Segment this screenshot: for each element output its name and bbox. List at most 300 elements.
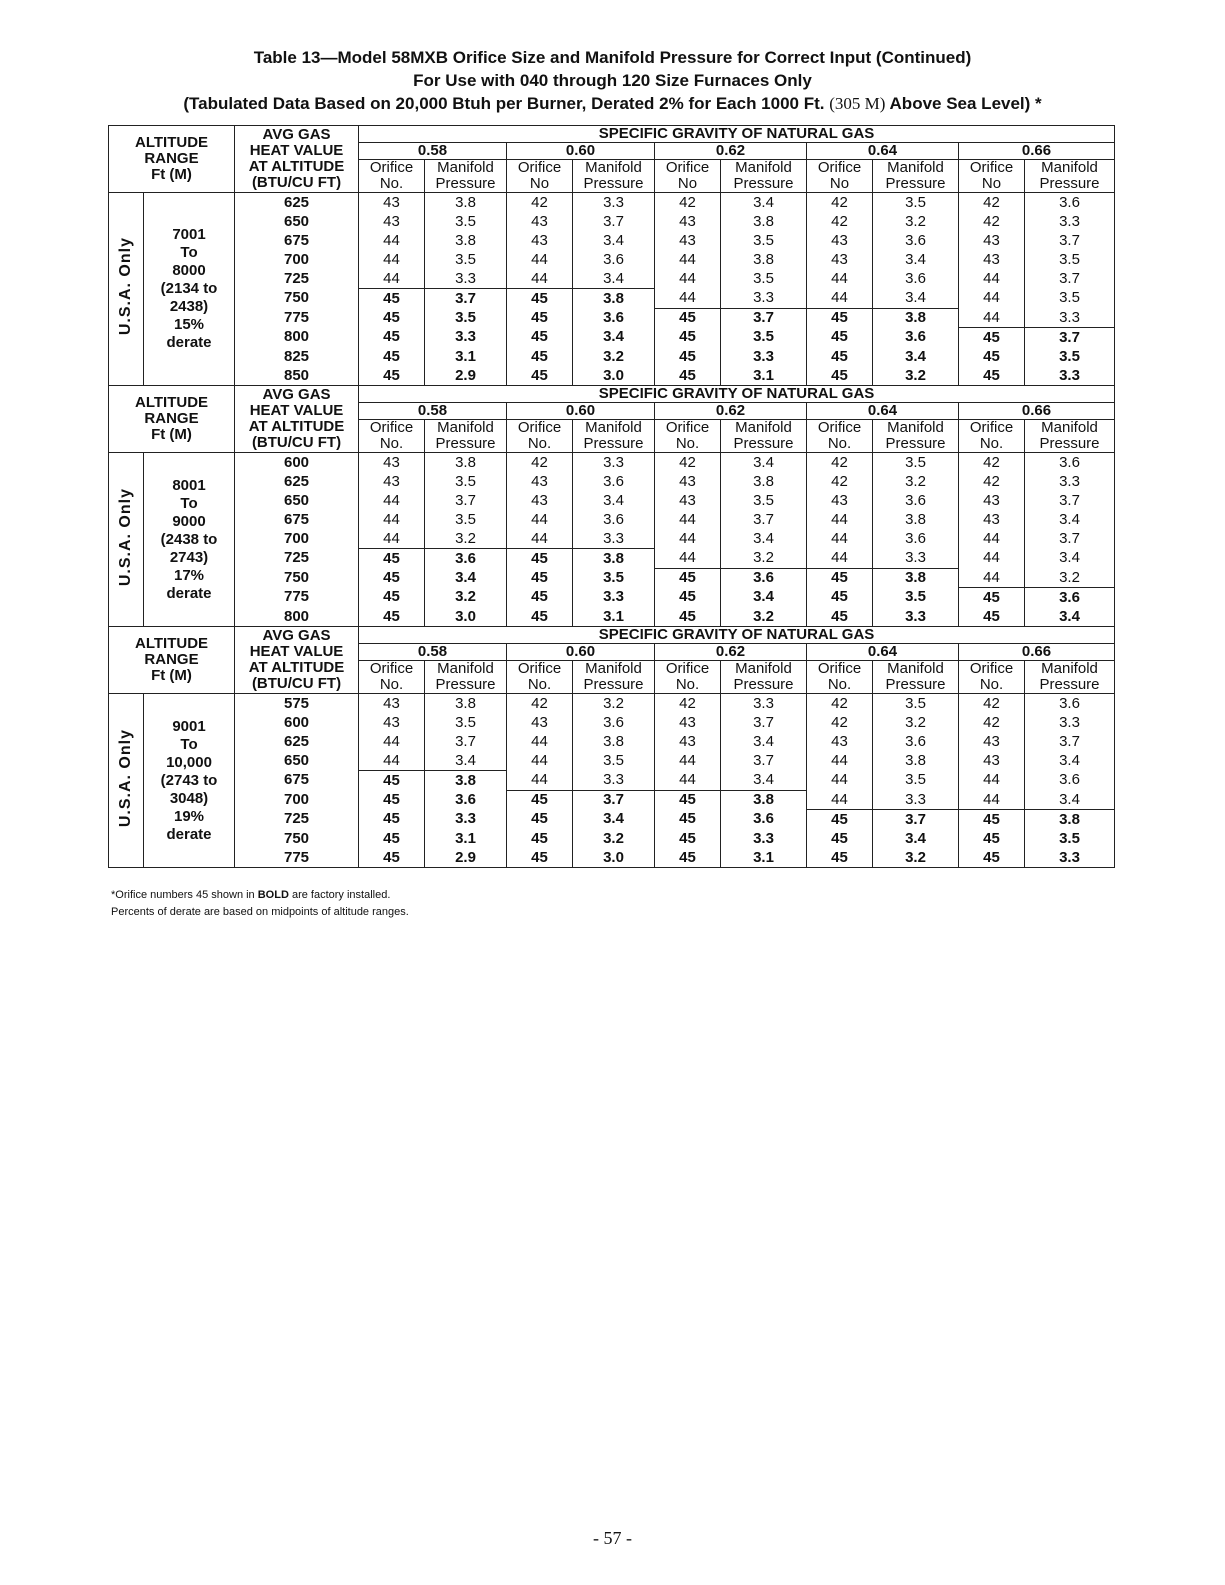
manifold-pressure-cell: 3.7 [425, 491, 507, 510]
altitude-range-line: (2438 to [160, 530, 218, 548]
orifice-cell: 42 [959, 193, 1025, 213]
region-label [109, 453, 144, 627]
page-number: - 57 - [593, 1528, 632, 1548]
manifold-pressure-cell: 3.3 [573, 529, 655, 549]
footnote-bold: BOLD [257, 889, 289, 901]
orifice-cell: 44 [959, 771, 1025, 791]
manifold-pressure-cell: 3.0 [425, 607, 507, 627]
orifice-cell: 42 [959, 694, 1025, 714]
manifold-pressure-cell: 3.7 [721, 713, 807, 732]
orifice-cell: 45 [655, 848, 721, 868]
manifold-pressure-cell: 3.5 [721, 231, 807, 250]
manifold-pressure-cell: 3.5 [1025, 250, 1115, 269]
manifold-col-header: Manifold [721, 420, 807, 437]
gravity-header: 0.62 [655, 143, 807, 160]
orifice-no-header: No. [655, 677, 721, 694]
table-row [109, 568, 1115, 588]
manifold-pressure-cell: 3.8 [573, 732, 655, 751]
pressure-col-header: Pressure [573, 176, 655, 193]
manifold-pressure-cell: 3.2 [873, 472, 959, 491]
orifice-cell: 45 [359, 790, 425, 810]
orifice-col-header: Orifice [807, 420, 873, 437]
manifold-pressure-cell: 3.6 [1025, 193, 1115, 213]
heat-value-header-line: (BTU/CU FT) [251, 675, 342, 692]
heat-value-cell: 750 [235, 568, 359, 588]
orifice-cell: 45 [507, 607, 573, 627]
manifold-pressure-cell: 3.7 [425, 732, 507, 751]
manifold-pressure-cell: 3.0 [573, 366, 655, 386]
manifold-pressure-cell: 3.7 [425, 289, 507, 309]
orifice-cell: 43 [959, 250, 1025, 269]
manifold-pressure-cell: 3.8 [721, 212, 807, 231]
manifold-pressure-cell: 3.4 [573, 231, 655, 250]
table-row [109, 366, 1115, 386]
heat-value-cell: 775 [235, 308, 359, 328]
manifold-pressure-cell: 3.5 [1025, 289, 1115, 309]
orifice-cell: 43 [959, 491, 1025, 510]
table-row [109, 810, 1115, 830]
manifold-pressure-cell: 3.4 [425, 751, 507, 771]
specific-gravity-title: SPECIFIC GRAVITY OF NATURAL GAS [359, 126, 1115, 143]
orifice-no-header: No. [507, 436, 573, 453]
orifice-cell: 43 [959, 751, 1025, 771]
orifice-cell: 45 [507, 588, 573, 608]
heat-value-cell: 675 [235, 771, 359, 791]
manifold-pressure-cell: 3.4 [1025, 607, 1115, 627]
manifold-pressure-cell: 3.8 [873, 751, 959, 771]
manifold-pressure-cell: 3.4 [721, 588, 807, 608]
orifice-cell: 45 [959, 810, 1025, 830]
manifold-pressure-cell: 3.5 [873, 193, 959, 213]
basis-note-c: Above Sea Level) * [885, 94, 1042, 113]
table-body [109, 126, 1115, 868]
manifold-pressure-cell: 3.4 [1025, 790, 1115, 810]
region-label [109, 694, 144, 868]
orifice-cell: 45 [359, 848, 425, 868]
manifold-pressure-cell: 3.2 [873, 713, 959, 732]
table-row [109, 510, 1115, 529]
heat-value-header [235, 386, 359, 453]
orifice-col-header: Orifice [507, 420, 573, 437]
basis-note-a: (Tabulated Data Based on 20,000 Btuh per Burner, Derated 2% for Each 1000 Ft. [183, 94, 830, 113]
orifice-cell: 45 [359, 366, 425, 386]
manifold-pressure-cell: 3.8 [573, 549, 655, 569]
heat-value-cell: 675 [235, 510, 359, 529]
altitude-range-line: 15% [173, 316, 205, 333]
orifice-cell: 45 [959, 366, 1025, 386]
orifice-cell: 44 [655, 510, 721, 529]
orifice-cell: 45 [655, 607, 721, 627]
table-title: Table 13—Model 58MXB Orifice Size and Manifold Pressure for Correct Input (Continued) [253, 48, 972, 67]
orifice-cell: 44 [359, 250, 425, 269]
orifice-cell: 44 [807, 771, 873, 791]
manifold-pressure-cell: 2.9 [425, 366, 507, 386]
pressure-col-header: Pressure [873, 176, 959, 193]
manifold-pressure-cell: 3.6 [721, 568, 807, 588]
table-row [109, 347, 1115, 366]
orifice-cell: 45 [359, 328, 425, 348]
heat-value-cell: 750 [235, 829, 359, 848]
manifold-pressure-cell: 3.5 [721, 491, 807, 510]
orifice-cell: 45 [807, 308, 873, 328]
heat-value-cell: 800 [235, 607, 359, 627]
manifold-pressure-cell: 3.3 [573, 771, 655, 791]
heat-value-header [235, 126, 359, 193]
manifold-pressure-cell: 3.1 [721, 848, 807, 868]
orifice-cell: 42 [807, 193, 873, 213]
table-row [109, 549, 1115, 569]
heat-value-header-line: (BTU/CU FT) [251, 174, 342, 191]
manifold-pressure-cell: 3.8 [425, 771, 507, 791]
manifold-pressure-cell: 3.3 [573, 453, 655, 473]
orifice-cell: 44 [959, 529, 1025, 549]
manifold-pressure-cell: 3.6 [1025, 694, 1115, 714]
heat-value-cell: 625 [235, 732, 359, 751]
manifold-pressure-cell: 3.7 [573, 790, 655, 810]
orifice-cell: 43 [959, 231, 1025, 250]
manifold-col-header: Manifold [425, 661, 507, 678]
pressure-col-header: Pressure [721, 436, 807, 453]
specific-gravity-title: SPECIFIC GRAVITY OF NATURAL GAS [359, 627, 1115, 644]
manifold-col-header: Manifold [873, 661, 959, 678]
manifold-pressure-cell: 3.2 [721, 607, 807, 627]
footnote-factory-installed [111, 888, 390, 902]
heat-value-header-line: HEAT VALUE [249, 643, 344, 660]
manifold-pressure-cell: 3.6 [425, 790, 507, 810]
table-row [109, 212, 1115, 231]
manifold-pressure-cell: 3.5 [873, 588, 959, 608]
manifold-pressure-cell: 3.7 [1025, 328, 1115, 348]
manifold-pressure-cell: 3.4 [721, 453, 807, 473]
heat-value-header-line: AT ALTITUDE [248, 158, 345, 175]
pressure-col-header: Pressure [425, 677, 507, 694]
orifice-cell: 45 [655, 568, 721, 588]
heat-value-cell: 600 [235, 713, 359, 732]
manifold-pressure-cell: 3.7 [873, 810, 959, 830]
orifice-no-header: No. [655, 436, 721, 453]
table-row [109, 771, 1115, 791]
orifice-cell: 45 [807, 366, 873, 386]
manifold-pressure-cell: 3.2 [573, 829, 655, 848]
altitude-range-header [109, 126, 235, 193]
altitude-range-header [109, 627, 235, 694]
orifice-cell: 45 [359, 289, 425, 309]
manifold-pressure-cell: 3.6 [1025, 771, 1115, 791]
orifice-cell: 45 [507, 328, 573, 348]
orifice-cell: 45 [807, 810, 873, 830]
orifice-cell: 42 [807, 453, 873, 473]
manifold-pressure-cell: 3.4 [573, 810, 655, 830]
orifice-cell: 45 [655, 328, 721, 348]
orifice-cell: 44 [807, 790, 873, 810]
altitude-header-line: ALTITUDE [134, 394, 209, 411]
heat-value-header-line: HEAT VALUE [249, 142, 344, 159]
heat-value-cell: 850 [235, 366, 359, 386]
orifice-cell: 45 [507, 549, 573, 569]
heat-value-cell: 625 [235, 193, 359, 213]
orifice-cell: 45 [959, 347, 1025, 366]
manifold-pressure-cell: 3.4 [1025, 549, 1115, 569]
pressure-col-header: Pressure [425, 176, 507, 193]
orifice-cell: 45 [507, 568, 573, 588]
manifold-pressure-cell: 3.2 [573, 694, 655, 714]
orifice-col-header: Orifice [959, 661, 1025, 678]
manifold-pressure-cell: 3.8 [721, 250, 807, 269]
orifice-cell: 42 [655, 193, 721, 213]
orifice-cell: 44 [655, 751, 721, 771]
manifold-pressure-cell: 3.4 [721, 529, 807, 549]
altitude-range-header [109, 386, 235, 453]
manifold-pressure-cell: 3.4 [425, 568, 507, 588]
orifice-cell: 44 [807, 549, 873, 569]
altitude-header-line: Ft (M) [151, 166, 192, 183]
orifice-cell: 44 [507, 510, 573, 529]
orifice-cell: 45 [359, 308, 425, 328]
table-row [109, 694, 1115, 714]
pressure-col-header: Pressure [425, 436, 507, 453]
manifold-pressure-cell: 3.8 [573, 289, 655, 309]
manifold-pressure-cell: 3.8 [1025, 810, 1115, 830]
orifice-cell: 43 [507, 231, 573, 250]
heat-value-cell: 775 [235, 588, 359, 608]
altitude-range-line: To [180, 494, 198, 512]
orifice-col-header: Orifice [359, 420, 425, 437]
orifice-cell: 45 [807, 829, 873, 848]
orifice-cell: 42 [959, 713, 1025, 732]
orifice-cell: 45 [959, 848, 1025, 868]
heat-value-cell: 575 [235, 694, 359, 714]
altitude-header-line: ALTITUDE [134, 134, 209, 151]
orifice-cell: 44 [807, 510, 873, 529]
manifold-pressure-cell: 3.6 [873, 491, 959, 510]
altitude-range-line: 19% [173, 807, 205, 825]
orifice-cell: 44 [807, 269, 873, 289]
orifice-cell: 44 [807, 289, 873, 309]
orifice-no-header: No [959, 176, 1025, 193]
orifice-cell: 42 [807, 212, 873, 231]
altitude-range-line: derate [166, 825, 212, 843]
manifold-pressure-cell: 3.3 [425, 269, 507, 289]
heat-value-cell: 725 [235, 810, 359, 830]
orifice-cell: 44 [359, 751, 425, 771]
manifold-pressure-cell: 3.8 [721, 790, 807, 810]
altitude-range-line: derate [166, 334, 212, 351]
manifold-pressure-cell: 3.8 [873, 568, 959, 588]
manifold-pressure-cell: 3.5 [573, 751, 655, 771]
orifice-cell: 45 [507, 810, 573, 830]
header-row-sg-title [109, 627, 1115, 644]
manifold-col-header: Manifold [1025, 420, 1115, 437]
orifice-cell: 45 [807, 347, 873, 366]
orifice-cell: 42 [507, 193, 573, 213]
manifold-pressure-cell: 3.5 [1025, 829, 1115, 848]
manifold-pressure-cell: 3.0 [573, 848, 655, 868]
orifice-cell: 43 [807, 231, 873, 250]
orifice-cell: 44 [359, 732, 425, 751]
heat-value-cell: 600 [235, 453, 359, 473]
orifice-cell: 43 [359, 453, 425, 473]
manifold-pressure-cell: 3.2 [1025, 568, 1115, 588]
orifice-cell: 45 [807, 848, 873, 868]
orifice-cell: 44 [655, 269, 721, 289]
manifold-pressure-cell: 3.2 [873, 848, 959, 868]
altitude-range-line: 9001 [172, 717, 206, 735]
orifice-cell: 45 [507, 829, 573, 848]
altitude-range-line: (2743 to [160, 771, 218, 789]
orifice-cell: 45 [807, 607, 873, 627]
manifold-pressure-cell: 3.2 [873, 366, 959, 386]
orifice-cell: 45 [359, 607, 425, 627]
manifold-pressure-cell: 3.3 [873, 549, 959, 569]
pressure-col-header: Pressure [873, 436, 959, 453]
manifold-pressure-cell: 3.8 [425, 193, 507, 213]
orifice-cell: 43 [507, 491, 573, 510]
heat-value-cell: 650 [235, 751, 359, 771]
table-row [109, 732, 1115, 751]
orifice-cell: 43 [655, 212, 721, 231]
manifold-pressure-cell: 3.3 [721, 289, 807, 309]
manifold-pressure-cell: 3.4 [721, 771, 807, 791]
gravity-header: 0.66 [959, 143, 1115, 160]
altitude-range-cell [144, 694, 235, 868]
orifice-pressure-table [108, 125, 1115, 868]
manifold-pressure-cell: 3.1 [573, 607, 655, 627]
altitude-range-line: 2438) [169, 298, 209, 315]
manifold-pressure-cell: 3.1 [425, 829, 507, 848]
manifold-pressure-cell: 3.2 [425, 588, 507, 608]
orifice-cell: 45 [507, 848, 573, 868]
manifold-pressure-cell: 3.4 [573, 491, 655, 510]
gravity-header: 0.58 [359, 143, 507, 160]
orifice-cell: 44 [959, 568, 1025, 588]
orifice-cell: 45 [359, 829, 425, 848]
orifice-col-header: Orifice [507, 661, 573, 678]
orifice-cell: 43 [655, 231, 721, 250]
gravity-header: 0.66 [959, 403, 1115, 420]
altitude-range-line: 17% [173, 566, 205, 584]
manifold-pressure-cell: 3.5 [873, 453, 959, 473]
orifice-cell: 44 [359, 491, 425, 510]
gravity-header: 0.58 [359, 403, 507, 420]
orifice-cell: 44 [507, 250, 573, 269]
orifice-no-header: No [807, 176, 873, 193]
orifice-cell: 42 [807, 694, 873, 714]
orifice-cell: 44 [507, 529, 573, 549]
manifold-col-header: Manifold [573, 420, 655, 437]
pressure-col-header: Pressure [873, 677, 959, 694]
manifold-pressure-cell: 3.5 [425, 472, 507, 491]
gravity-header: 0.64 [807, 143, 959, 160]
manifold-pressure-cell: 3.6 [721, 810, 807, 830]
table-row [109, 453, 1115, 473]
gravity-header: 0.60 [507, 403, 655, 420]
altitude-range-line: 8001 [172, 476, 206, 494]
manifold-col-header: Manifold [873, 160, 959, 177]
basis-note-metric: (305 M) [829, 94, 886, 113]
manifold-pressure-cell: 3.4 [573, 328, 655, 348]
orifice-cell: 44 [507, 771, 573, 791]
heat-value-cell: 825 [235, 347, 359, 366]
orifice-cell: 45 [359, 771, 425, 791]
orifice-cell: 45 [655, 347, 721, 366]
manifold-pressure-cell: 3.6 [573, 308, 655, 328]
orifice-cell: 44 [655, 771, 721, 791]
manifold-pressure-cell: 3.8 [873, 308, 959, 328]
heat-value-header-line: (BTU/CU FT) [251, 434, 342, 451]
orifice-cell: 45 [359, 347, 425, 366]
orifice-cell: 45 [807, 328, 873, 348]
manifold-col-header: Manifold [873, 420, 959, 437]
table-row [109, 308, 1115, 328]
altitude-range-cell [144, 453, 235, 627]
orifice-cell: 43 [807, 250, 873, 269]
orifice-cell: 45 [807, 588, 873, 608]
orifice-cell: 43 [359, 694, 425, 714]
heat-value-header-line: HEAT VALUE [249, 402, 344, 419]
altitude-range-line: To [180, 735, 198, 753]
manifold-pressure-cell: 3.5 [573, 568, 655, 588]
gravity-header: 0.60 [507, 644, 655, 661]
altitude-range-line: derate [166, 584, 212, 602]
orifice-cell: 43 [655, 732, 721, 751]
gravity-header: 0.62 [655, 403, 807, 420]
table-row [109, 491, 1115, 510]
orifice-cell: 44 [959, 269, 1025, 289]
manifold-pressure-cell: 3.8 [425, 231, 507, 250]
altitude-range-line: 2743) [169, 548, 209, 566]
manifold-pressure-cell: 3.5 [873, 771, 959, 791]
orifice-cell: 44 [507, 732, 573, 751]
orifice-cell: 43 [359, 193, 425, 213]
manifold-pressure-cell: 3.3 [1025, 472, 1115, 491]
footnote-derate: Percents of derate are based on midpoints of altitude ranges. [111, 906, 409, 918]
header-row-sg-title [109, 386, 1115, 403]
orifice-col-header: Orifice [807, 661, 873, 678]
pressure-col-header: Pressure [1025, 677, 1115, 694]
orifice-cell: 44 [959, 289, 1025, 309]
orifice-cell: 45 [655, 790, 721, 810]
manifold-pressure-cell: 3.7 [721, 751, 807, 771]
manifold-pressure-cell: 3.5 [425, 713, 507, 732]
manifold-col-header: Manifold [425, 420, 507, 437]
heat-value-cell: 650 [235, 212, 359, 231]
altitude-range-cell [144, 193, 235, 386]
altitude-range-line: 10,000 [166, 753, 212, 771]
pressure-col-header: Pressure [573, 436, 655, 453]
table-subtitle: For Use with 040 through 120 Size Furnaces Only [413, 71, 812, 90]
gravity-header: 0.62 [655, 644, 807, 661]
manifold-pressure-cell: 3.3 [425, 328, 507, 348]
orifice-cell: 43 [959, 732, 1025, 751]
table-row [109, 193, 1115, 213]
heat-value-header [235, 627, 359, 694]
manifold-pressure-cell: 2.9 [425, 848, 507, 868]
manifold-pressure-cell: 3.4 [1025, 751, 1115, 771]
altitude-range-line: 8000 [172, 262, 206, 279]
region-label [109, 193, 144, 386]
orifice-col-header: Orifice [359, 160, 425, 177]
manifold-pressure-cell: 3.3 [873, 790, 959, 810]
altitude-header-line: RANGE [144, 410, 199, 427]
manifold-col-header: Manifold [573, 661, 655, 678]
orifice-cell: 44 [655, 529, 721, 549]
manifold-pressure-cell: 3.4 [873, 250, 959, 269]
manifold-pressure-cell: 3.2 [573, 347, 655, 366]
orifice-cell: 45 [959, 588, 1025, 608]
table-row [109, 231, 1115, 250]
orifice-cell: 45 [507, 289, 573, 309]
specific-gravity-title: SPECIFIC GRAVITY OF NATURAL GAS [359, 386, 1115, 403]
